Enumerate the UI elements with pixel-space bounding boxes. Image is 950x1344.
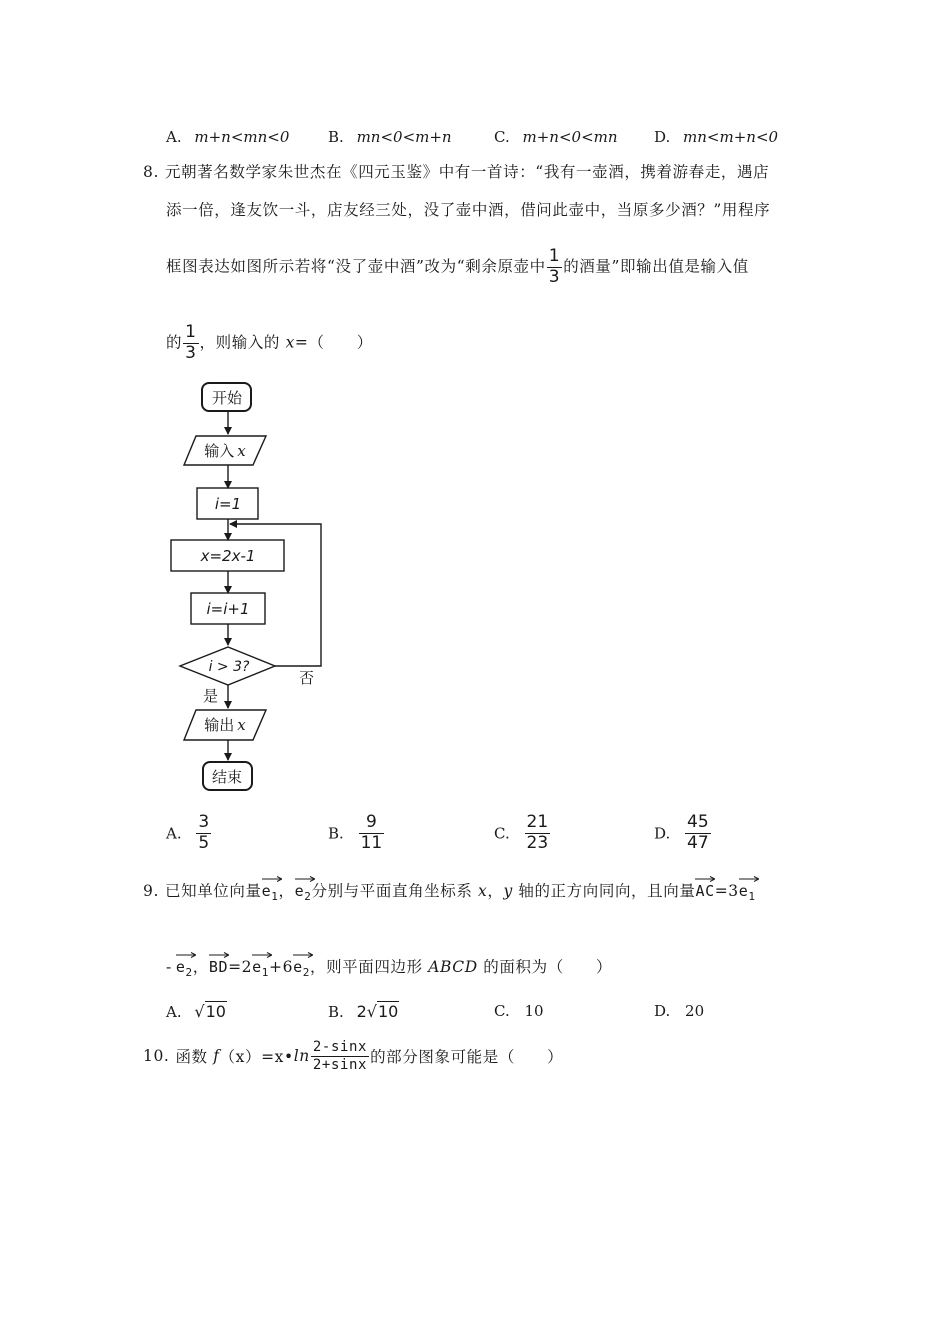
q8-option-a-label: A. <box>166 824 182 843</box>
q9-option-c[interactable] <box>494 1002 544 1020</box>
fraction-denominator: 2+sinx <box>312 1056 368 1073</box>
q8-line2-text: 添一倍，逢友饮一斗，店友经三处，没了壶中酒，借问此壶中，当原多少酒？”用程序 <box>166 201 771 219</box>
q10-text2: 的部分图象可能是（ ） <box>370 1048 564 1067</box>
q9-text1: 已知单位向量 <box>165 882 262 900</box>
q9-option-d-label: D. <box>654 1002 671 1020</box>
fraction-denominator: 3 <box>548 266 561 287</box>
q9-number: 9. <box>143 882 159 900</box>
q9-minus: - <box>166 958 172 976</box>
vector-ac: AC <box>695 876 714 900</box>
q9-sep: ， <box>487 882 504 900</box>
vector-arrow-icon <box>295 876 315 882</box>
q9-option-c-text: 10 <box>524 1002 544 1020</box>
q9-option-d[interactable] <box>654 1002 704 1020</box>
fraction-numerator: 1 <box>185 322 197 342</box>
vector-e1: $e_1$ <box>262 876 279 903</box>
flowchart-end-label: 结束 <box>211 768 243 786</box>
vector-e2: $e_2$ <box>293 952 310 979</box>
q8-option-d[interactable] <box>654 814 712 853</box>
flowchart-loop-back <box>230 524 321 666</box>
vector-e1: $e_1$ <box>252 952 269 979</box>
flowchart-output-label: 输出 x <box>204 716 246 734</box>
q9-text5: 的面积为（ ） <box>477 958 613 976</box>
q7-option-b-text: mn<0<m+n <box>356 128 452 146</box>
q8-option-b-label: B. <box>328 824 344 843</box>
q8-line4-post: =（ ） <box>294 333 373 352</box>
q9-option-b-label: B. <box>328 1003 344 1021</box>
q8-option-c-fraction <box>525 814 551 853</box>
q8-option-b-fraction <box>359 814 385 853</box>
fraction-numerator: 2-sinx <box>312 1039 368 1055</box>
q10-paren: （x）=x• <box>219 1048 294 1067</box>
flowchart-start-label: 开始 <box>211 389 243 407</box>
vector-e2: $e_2$ <box>176 952 193 979</box>
vector-arrow-icon <box>176 952 196 958</box>
q8-number: 8. <box>143 163 159 181</box>
vector-arrow-icon <box>695 876 715 882</box>
q10-line <box>143 1040 563 1072</box>
q9-comma2: ， <box>192 958 209 976</box>
fraction-numerator: 21 <box>526 812 549 832</box>
flowchart-decision-label: i > 3? <box>208 659 250 675</box>
q8-line4-mid: ，则输入的 <box>199 333 286 352</box>
q9-line1 <box>143 876 756 903</box>
q7-option-d-label: D. <box>654 128 671 146</box>
q9-option-a-sqrt: √10 <box>194 1002 226 1021</box>
vector-arrow-icon <box>252 952 272 958</box>
q9-option-d-text: 20 <box>685 1002 705 1020</box>
vector-arrow-icon <box>209 952 229 958</box>
fraction-denominator: 5 <box>198 832 210 853</box>
flowchart-input-label: 输入 x <box>204 442 246 460</box>
fraction-numerator: 9 <box>359 814 385 834</box>
q9-y: y <box>503 882 513 900</box>
q9-option-b-sqrt: 2√10 <box>356 1002 399 1021</box>
fraction-numerator: 45 <box>687 812 709 832</box>
q10-ln: ln <box>293 1047 310 1066</box>
fraction-denominator: 11 <box>360 832 383 853</box>
q9-plus6: +6 <box>269 958 294 976</box>
q9-text4: ，则平面四边形 <box>309 958 429 976</box>
q10-text1: 函数 <box>175 1048 214 1067</box>
q8-line3-pre: 框图表达如图所示若将“没了壶中酒”改为“剩余原壶中 <box>166 257 546 276</box>
q9-text3: 轴的正方向同向，且向量 <box>512 882 696 900</box>
q8-option-a[interactable] <box>166 814 212 853</box>
vector-arrow-icon <box>739 876 759 882</box>
q9-eq2: =2 <box>228 958 253 976</box>
q7-option-c-text: m+n<0<mn <box>522 128 618 146</box>
flowchart-yes-label: 是 <box>203 687 219 705</box>
q9-abcd: ABCD <box>428 958 478 976</box>
q7-option-a-text: m+n<mn<0 <box>194 128 290 146</box>
q7-option-a-label: A. <box>166 128 182 146</box>
q8-line4-var: x <box>285 333 295 352</box>
vector-arrow-icon <box>262 876 282 882</box>
q9-option-c-label: C. <box>494 1002 510 1020</box>
q10-fraction <box>311 1040 369 1072</box>
vector-e2: $e_2$ <box>295 876 312 903</box>
vector-arrow-icon <box>293 952 313 958</box>
q10-f: f <box>213 1047 220 1066</box>
q8-line4-pre: 的 <box>166 333 183 352</box>
q7-option-c-label: C. <box>494 128 510 146</box>
vector-e1: $e_1$ <box>739 876 756 903</box>
q9-option-b[interactable] <box>328 1002 399 1021</box>
q8-option-d-label: D. <box>654 824 671 843</box>
q9-option-a[interactable] <box>166 1002 227 1021</box>
fraction-denominator: 3 <box>185 342 197 363</box>
q8-options <box>166 814 806 858</box>
vector-bd: BD <box>209 952 228 976</box>
q9-x: x <box>478 882 488 900</box>
q8-line3-post: 的酒量”即输出值是输入值 <box>563 257 749 276</box>
q8-option-d-fraction <box>685 814 711 853</box>
q8-line1-text: 元朝著名数学家朱世杰在《四元玉鉴》中有一首诗：“我有一壶酒，携着游春走，遇店 <box>165 163 770 181</box>
q9-option-a-label: A. <box>166 1003 182 1021</box>
q9-options <box>166 1002 806 1030</box>
q9-eq3: =3 <box>714 882 739 900</box>
fraction-numerator: 3 <box>198 812 210 832</box>
q8-option-a-fraction <box>196 814 211 853</box>
q10-number: 10. <box>143 1047 170 1066</box>
q9-line2 <box>166 952 612 979</box>
q7-option-d-text: mn<m+n<0 <box>683 128 779 146</box>
q9-comma: ， <box>278 882 295 900</box>
q9-text2: 分别与平面直角坐标系 <box>311 882 478 900</box>
fraction-denominator: 23 <box>526 832 549 853</box>
q8-option-b[interactable] <box>328 814 385 853</box>
q8-option-c-label: C. <box>494 824 510 843</box>
fraction-denominator: 47 <box>687 832 709 853</box>
flowchart-no-label: 否 <box>299 669 315 687</box>
flowchart-step2-label: i=i+1 <box>206 600 250 618</box>
flowchart-init-label: i=1 <box>214 495 242 513</box>
flowchart-step1-label: x=2x-1 <box>200 547 256 565</box>
q7-option-b-label: B. <box>328 128 344 146</box>
q8-option-c[interactable] <box>494 814 551 853</box>
fraction-numerator: 1 <box>548 246 561 266</box>
